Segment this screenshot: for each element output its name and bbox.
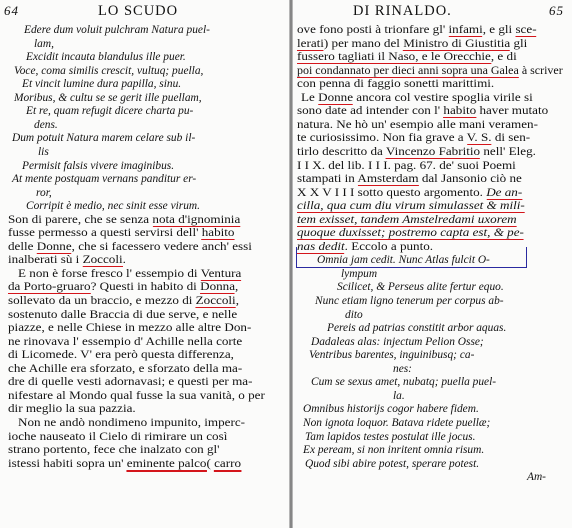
text-line — [303, 403, 479, 416]
underlined-phrase: carro — [214, 457, 242, 470]
text-line — [345, 309, 363, 322]
text-line — [8, 241, 252, 254]
text-line — [8, 390, 265, 403]
underlined-phrase: Ventura — [200, 267, 242, 280]
text-line — [297, 24, 537, 37]
text-run: Scilicet, & Perseus alite fertur equo. — [337, 281, 504, 294]
text-line — [297, 200, 525, 213]
text-line — [297, 227, 524, 240]
text-run: sostenuto dalle Braccia di due serve, e nelle — [8, 308, 238, 321]
text-run: stampati in — [297, 173, 358, 186]
text-line — [337, 281, 504, 294]
text-run: Voce, coma similis crescit, vultuq; puella, — [14, 64, 204, 77]
right-header — [293, 3, 572, 21]
underlined-phrase: habito — [201, 227, 235, 240]
text-run: Tam lapidos testes postulat ille jocus. — [305, 430, 476, 443]
text-run: , e di — [490, 51, 517, 64]
underlined-phrase: per dieci anni sopra una Galea — [373, 64, 519, 77]
text-run: Et vincit lumine dura papilla, sinu. — [22, 78, 182, 91]
text-run: natura. Ne hò un' esempio alle mani veramen- — [297, 118, 538, 131]
underlined-phrase: Donne — [36, 240, 72, 253]
underlined-phrase: quoque duxisset; postremo capta est, & — [297, 227, 508, 240]
text-line — [8, 295, 239, 308]
text-line — [22, 160, 174, 173]
text-line — [24, 24, 210, 37]
text-line — [311, 336, 484, 349]
text-line — [341, 268, 377, 281]
text-run: Et re, quam refugit dicere charta pu- — [26, 105, 194, 118]
text-run: dre di quelle vesti adornavasi; e questi per ma- — [8, 376, 253, 389]
text-run: ( — [206, 457, 215, 470]
page-number-right: 65 — [549, 3, 564, 18]
text-run: , che si facessero vedere anch' essi — [71, 240, 252, 253]
text-run: Edere dum voluit pulchram Natura puel- — [24, 24, 210, 36]
text-run: lis — [38, 145, 49, 158]
text-run: te curiosissimo. Non fia grave a — [297, 132, 467, 145]
text-run: At mente postquam vernans panditur er- — [12, 173, 197, 186]
underlined-phrase: nas dedit — [297, 240, 345, 253]
text-run: ror, — [36, 186, 52, 199]
text-line — [297, 105, 548, 118]
text-run: la. — [393, 389, 405, 402]
text-line — [311, 376, 496, 389]
text-run: piazze, e nelle Chiese in mezzo alle altre Don- — [8, 322, 252, 335]
text-run: Nunc etiam ligno tenerum per corpus ab- — [315, 295, 504, 307]
underlined-phrase: Vincenzo Fabritio — [385, 145, 481, 158]
text-run: delle — [8, 240, 37, 253]
text-line — [393, 363, 412, 376]
underlined-phrase: Donne — [318, 91, 354, 104]
text-line — [38, 146, 49, 159]
text-line — [303, 444, 484, 457]
text-line — [303, 417, 490, 430]
text-line — [297, 214, 517, 227]
text-run: Le — [301, 91, 319, 104]
text-run: gli — [510, 37, 528, 50]
text-line — [327, 322, 506, 335]
underlined-phrase: infami — [448, 24, 483, 36]
underlined-phrase: sce- — [515, 24, 537, 36]
text-run: Non ignota loquor. Batava ridete puellæ; — [303, 416, 491, 429]
text-line — [8, 431, 227, 444]
text-line — [8, 322, 251, 335]
text-line — [14, 65, 203, 78]
text-line — [12, 173, 196, 186]
text-line — [8, 349, 234, 362]
text-line — [8, 336, 242, 349]
page-number-left: 64 — [4, 3, 19, 18]
underlined-phrase: Zoccoli — [195, 295, 236, 307]
text-run: , — [235, 281, 239, 294]
text-run: X X V I I I sotto questo argomento. — [297, 186, 487, 199]
text-line — [14, 92, 202, 105]
text-run: Permisit falsis vivere imaginibus. — [22, 159, 175, 172]
text-line — [36, 187, 52, 200]
text-run: Corripit è medio, nec sinit esse virum. — [26, 200, 201, 213]
text-run: Son di parere, che se senza — [8, 213, 153, 226]
text-line — [8, 227, 234, 240]
text-run: Cum se sexus amet, nubatq; puella puel- — [311, 376, 497, 389]
text-run: Quod sibi abire potest, sperare potest. — [305, 457, 480, 470]
text-line — [305, 458, 479, 471]
underlined-phrase: Amsterdam — [357, 173, 419, 186]
underlined-phrase: lerati — [297, 37, 324, 50]
latin-quote-frame — [296, 247, 527, 268]
text-run: sollevato da un braccio, e mezzo di — [8, 295, 196, 307]
underlined-phrase: pe- — [507, 227, 524, 240]
text-line — [26, 105, 193, 118]
text-run: sono date ad intender con l' — [297, 105, 444, 118]
text-run: Excidit incauta blandulus ille puer. — [26, 51, 186, 64]
underlined-phrase: tem exisset, tandem Amstelredami uxorem — [297, 213, 517, 226]
text-line — [8, 281, 238, 294]
text-run: lympum — [341, 267, 378, 280]
text-line — [297, 173, 522, 186]
underlined-phrase: habito — [443, 105, 477, 118]
text-line — [315, 295, 504, 308]
text-run: ne rinovava l' essempio d' Achille nella corte — [8, 335, 243, 348]
underlined-phrase: cilla, qua cum diu virum simulasset & mili- — [297, 200, 525, 213]
text-line — [8, 376, 252, 389]
text-run: Dum potuit Natura marem celare sub il- — [12, 132, 196, 145]
text-run: di Licomede. V' era però questa differenza, — [8, 349, 234, 362]
text-run: ancora col vestire spoglia virile si — [353, 91, 533, 104]
text-run: Ex peream, si non inritent omnia risum. — [303, 444, 485, 457]
text-run: haver mutato — [476, 105, 549, 118]
underlined-phrase: De an- — [486, 186, 523, 199]
text-line — [297, 146, 536, 159]
text-run: . — [122, 254, 126, 267]
text-line — [8, 403, 136, 416]
text-line — [26, 200, 200, 213]
text-run: con penna di faggio sonetti marittimi. — [297, 78, 495, 91]
text-line — [297, 65, 563, 78]
text-run: Omnia jam cedit. Nunc Atlas fulcit O- — [317, 254, 490, 267]
text-line — [305, 431, 475, 444]
text-line — [297, 119, 538, 132]
text-run: I I X. del lib. I I I. pag. 67. de' suoi Poemi — [297, 159, 516, 172]
text-line — [34, 38, 54, 51]
text-run: fono posti à trionfare gl' — [319, 24, 449, 36]
text-run: ) per mano del — [323, 37, 404, 50]
running-head-right: DI RINALDO. — [353, 3, 452, 19]
text-run: nes: — [393, 362, 412, 375]
underlined-phrase: poi condannato — [297, 64, 374, 77]
text-run: strano portento, fece che inalzato con gl' — [8, 444, 220, 457]
running-head-left: LO SCUDO — [98, 3, 179, 19]
text-run: che Achille era sforzato, e sforzato della ma- — [8, 362, 243, 375]
text-run: nell' Eleg. — [480, 145, 536, 158]
text-run: ? Questi in habito di — [90, 281, 201, 294]
text-line — [8, 254, 126, 267]
text-line — [8, 444, 220, 457]
underlined-phrase: Ministro di Giustitia — [403, 37, 511, 50]
text-line — [26, 51, 186, 64]
text-run: fusse permesso a questi servirsi dell' — [8, 227, 202, 240]
text-run: dens. — [34, 118, 58, 131]
text-run: , e gli — [482, 24, 516, 36]
text-line — [297, 38, 527, 51]
text-line — [8, 214, 240, 227]
left-header — [0, 3, 290, 21]
text-line — [12, 132, 195, 145]
text-run: Ventribus barentes, inguinibusq; ca- — [309, 349, 475, 362]
text-run: inalberati sù i — [8, 254, 83, 267]
text-run: dir meglio la sua pazzia. — [8, 403, 136, 416]
text-line — [34, 119, 58, 132]
text-run: Non ne andò nondimeno impunito, imperc- — [18, 416, 246, 429]
text-line — [393, 390, 405, 403]
text-line — [297, 78, 494, 91]
text-run: Moribus, & cultu se se gerit ille puellam, — [14, 91, 202, 104]
text-line — [297, 132, 530, 145]
text-line — [8, 363, 242, 376]
text-line — [22, 78, 181, 91]
text-line — [18, 417, 245, 430]
text-line — [297, 51, 517, 64]
text-run: Pereis ad patrias constitit arbor aquas. — [327, 322, 507, 335]
underlined-phrase: fussero tagliati il Naso, e le Orecchie — [297, 51, 491, 64]
text-run: ioche nauseato il Cielo di rimirare un così — [8, 430, 228, 443]
underlined-phrase: Donna — [200, 281, 236, 294]
text-run: Omnibus historijs cogor habere fidem. — [303, 403, 479, 416]
text-line — [297, 160, 516, 173]
text-run: lam, — [34, 37, 54, 50]
underlined-phrase: da Porto-gruaro — [8, 281, 91, 294]
text-run: Dadaleas alas: injectum Pelion Osse; — [311, 335, 484, 348]
text-run: istessi habiti sopra un' — [8, 457, 127, 470]
text-line — [297, 187, 522, 200]
text-run: ove — [297, 24, 320, 36]
text-run: di sen- — [491, 132, 531, 145]
underlined-phrase: Zoccoli — [82, 254, 123, 267]
text-line — [8, 458, 241, 471]
text-line — [8, 309, 237, 322]
text-run: E non è forse fresco l' essempio di — [18, 267, 201, 280]
text-run: . Eccolo a punto. — [344, 240, 434, 253]
text-line — [301, 92, 533, 105]
text-run: tirlo descritto da — [297, 145, 386, 158]
text-run: dal Jansonio ciò ne — [418, 173, 522, 186]
text-line — [309, 349, 474, 362]
text-line — [527, 471, 546, 484]
text-run: Am- — [527, 471, 546, 484]
text-run: nifestare al Mondo qual fusse la sua vanità, o per — [8, 389, 265, 402]
text-run: , — [235, 295, 239, 307]
underlined-phrase: nota d'ignominia — [152, 213, 241, 226]
text-line — [18, 268, 241, 281]
text-run: à scriver — [518, 64, 563, 77]
underlined-phrase: V. S. — [466, 132, 492, 145]
text-run: dito — [345, 308, 363, 321]
underlined-phrase: eminente palco — [126, 457, 207, 470]
